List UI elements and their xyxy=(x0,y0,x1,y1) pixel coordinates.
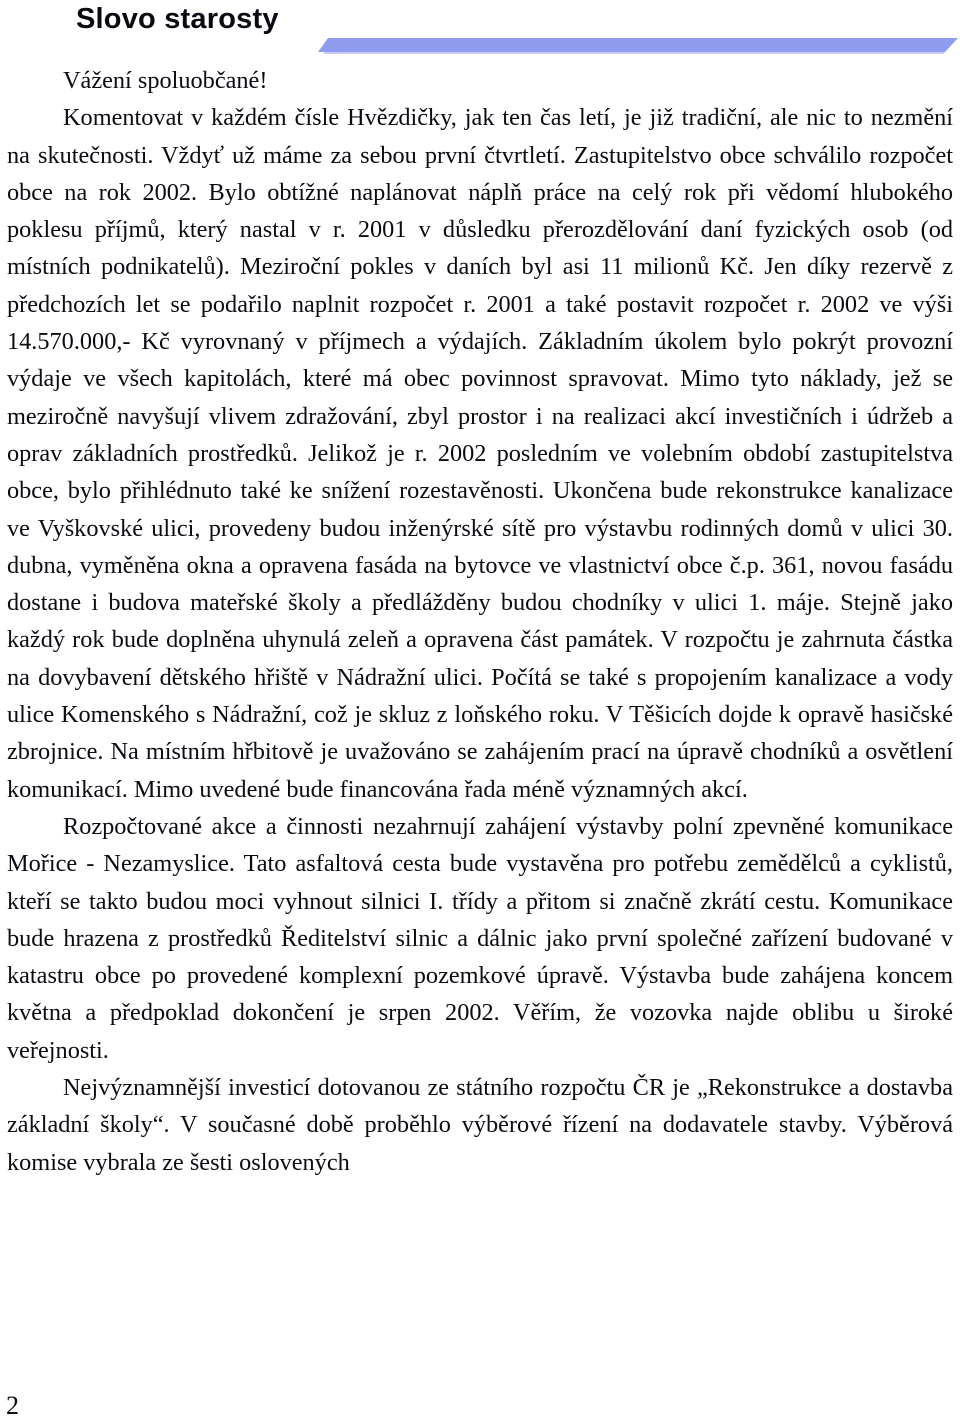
article-paragraph-1: Komentovat v každém čísle Hvězdičky, jak ten čas letí, je již tradiční, ale nic to nezmění na skutečnosti. Vždyť už máme za sebou první čtvrtletí. Zastupitelstvo obce schválilo rozpočet obce na rok 2002. Bylo obtížné naplánovat náplň práce na celý rok při vědomí hlubokého poklesu příjmů, který nastal v r. 2001 v důsledku přerozdělování daní fyzických osob (od místních podnikatelů). Meziroční pokles v daních byl asi 11 milionů Kč. Jen díky rezervě z předchozích let se podařilo naplnit rozpočet r. 2001 a také postavit rozpočet r. 2002 ve výši 14.570.000,- Kč vyrovnaný v příjmech a výdajích. Základním úkolem bylo pokrýt provozní výdaje ve všech kapitolách, které má obec povinnost spravovat. Mimo tyto náklady, jež se meziročně navyšují vlivem zdražování, zbyl prostor i na realizaci akcí investičních i údržeb a oprav základních prostředků. Jelikož je r. 2002 posledním ve volebním období zastupitelstva obce, bylo přihlédnuto také ke snížení rozestavěnosti. Ukončena bude rekonstrukce kanalizace ve Vyškovské ulici, provedeny budou inženýrské sítě pro výstavbu rodinných domů v ulici 30. dubna, vyměněna okna a opravena fasáda na bytovce ve vlastnictví obce č.p. 361, novou fasádu dostane i budova mateřské školy a předlážděny budou chodníky v ulici 1. máje. Stejně jako každý rok bude doplněna uhynulá zeleň a opravena část památek. V rozpočtu je zahrnuta částka na dovybavení dětského hřiště v Nádražní ulici. Počítá se také s propojením kanalizace a vody ulice Komenského s Nádražní, což je skluz z loňského roku. V Těšicích dojde k opravě hasičské zbrojnice. Na místním hřbitově je uvažováno se zahájením prací na úpravě chodníků a osvětlení komunikací. Mimo uvedené bude financována řada méně významných akcí. xyxy=(7,104,953,803)
page-heading xyxy=(0,0,960,60)
article-greeting: Vážení spoluobčané! xyxy=(63,67,268,94)
page-number: 2 xyxy=(6,1391,19,1420)
article-paragraph-2: Rozpočtované akce a činnosti nezahrnují zahájení výstavby polní zpevněné komunikace Mořice - Nezamyslice. Tato asfaltová cesta bude vystavěna pro potřebu zemědělců a cyklistů, kteří se takto budou moci vyhnout silnici I. třídy a přitom si značně zkrátí cestu. Komunikace bude hrazena z prostředků Ředitelství silnic a dálnic jako první společné zařízení budované v katastru obce po provedené komplexní pozemkové úpravě. Výstavba bude zahájena koncem května a předpoklad dokončení je srpen 2002. Věřím, že vozovka najde oblibu u široké veřejnosti. xyxy=(7,812,953,1064)
article-paragraph-3: Nejvýznamnější investicí dotovanou ze státního rozpočtu ČR je „Rekonstrukce a dostavba základní školy“. V současné době proběhlo výběrové řízení na dodavatele stavby. Výběrová komise vybrala ze šesti oslovených xyxy=(7,1074,953,1176)
page-title: Slovo starosty xyxy=(76,3,279,35)
article-body xyxy=(7,62,953,1181)
